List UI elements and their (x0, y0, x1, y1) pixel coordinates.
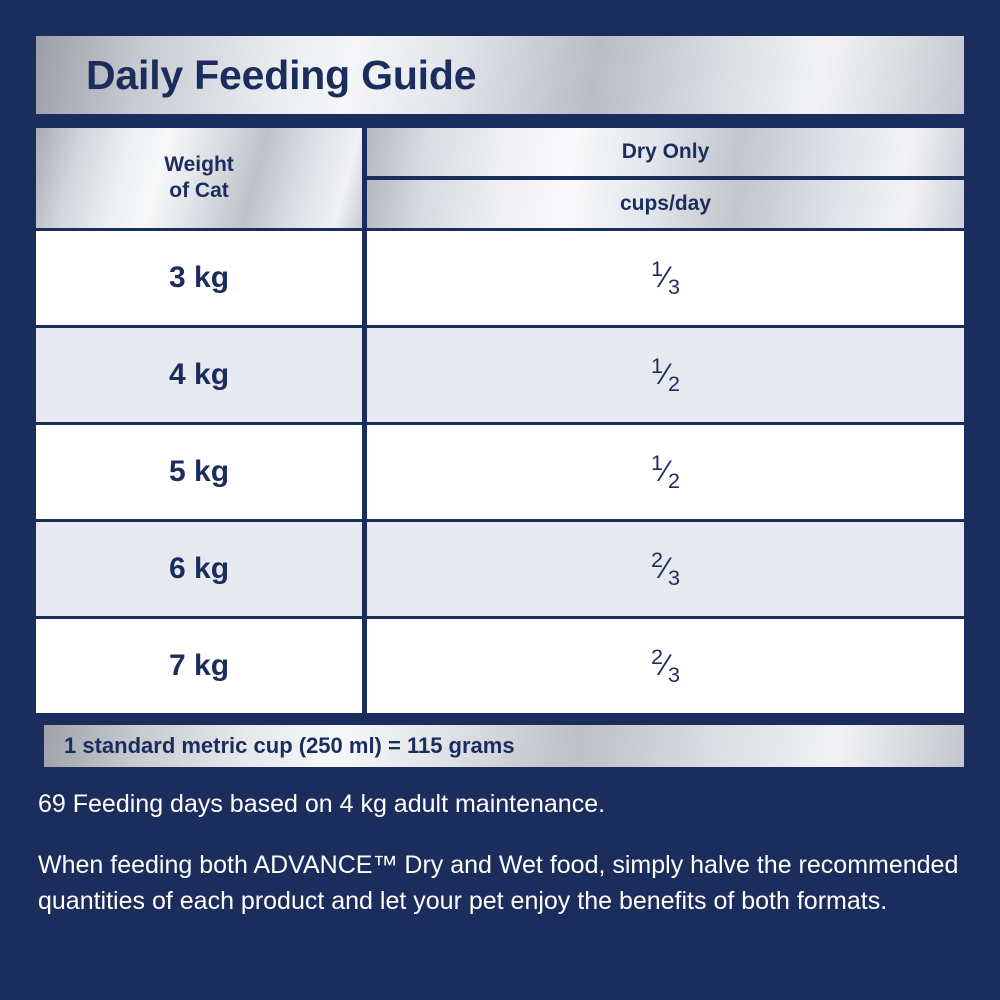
table-header-row (36, 128, 964, 230)
row-amount (365, 618, 965, 714)
table-row (36, 521, 964, 618)
header-dry-only: Dry Only (367, 128, 964, 176)
row-amount (365, 327, 965, 424)
header-weight-line2: of Cat (169, 179, 229, 202)
header-weight-line1: Weight (164, 152, 234, 176)
fraction-value: $^1⁄_2$ (650, 450, 681, 494)
table-row (36, 230, 964, 327)
cup-conversion-bar (44, 725, 964, 767)
feeding-table (36, 128, 964, 713)
fraction-value: $^2⁄_3$ (650, 644, 681, 688)
mixed-feeding-note: When feeding both ADVANCE™ Dry and Wet food, simply halve the recommended quantities of each product and let your pet enjoy the benefits of both formats. (38, 851, 959, 916)
fraction-value: $^1⁄_2$ (650, 353, 681, 397)
cup-conversion-text: 1 standard metric cup (250 ml) = 115 grams (64, 733, 515, 758)
title-bar (36, 36, 964, 114)
row-weight: 3 kg (36, 230, 365, 327)
row-weight: 4 kg (36, 327, 365, 424)
feeding-days-note: 69 Feeding days based on 4 kg adult maintenance. (38, 790, 606, 818)
row-weight: 6 kg (36, 521, 365, 618)
row-amount (365, 424, 965, 521)
row-weight: 7 kg (36, 618, 365, 714)
table-row (36, 327, 964, 424)
table-row (36, 424, 964, 521)
fraction-value: $^1⁄_3$ (650, 256, 681, 300)
fraction-value: $^2⁄_3$ (650, 547, 681, 591)
row-amount (365, 521, 965, 618)
header-dry-only-group (365, 128, 965, 230)
table-row (36, 618, 964, 714)
row-weight: 5 kg (36, 424, 365, 521)
header-units: cups/day (367, 180, 964, 228)
row-amount (365, 230, 965, 327)
header-weight-of-cat (36, 128, 365, 230)
page-title: Daily Feeding Guide (86, 51, 477, 98)
